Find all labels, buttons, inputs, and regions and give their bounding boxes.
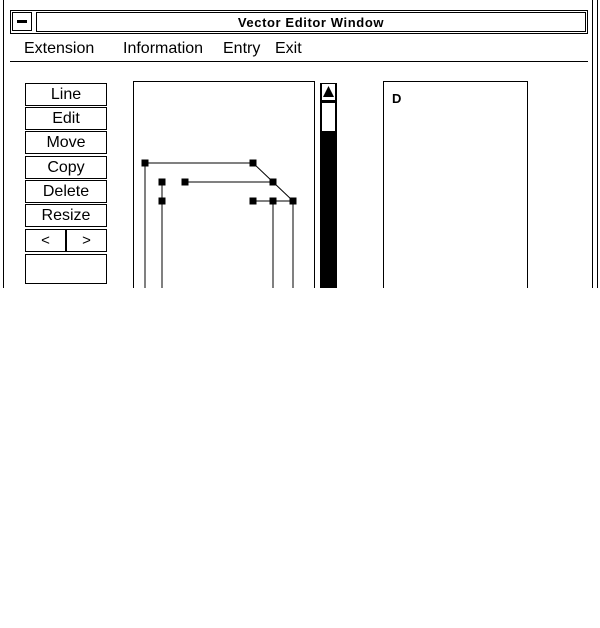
system-menu-button[interactable] bbox=[12, 12, 32, 31]
menu-exit[interactable]: Exit bbox=[275, 40, 302, 57]
minus-icon bbox=[17, 20, 27, 23]
vertex-handle bbox=[290, 198, 297, 205]
vertex-handle bbox=[142, 160, 149, 167]
screen-edge-right bbox=[597, 0, 598, 288]
line-button[interactable]: Line bbox=[25, 83, 107, 106]
vector-editor-window bbox=[0, 0, 600, 288]
preview-panel bbox=[383, 81, 528, 288]
menu-information[interactable]: Information bbox=[123, 40, 204, 57]
vertex-handle bbox=[270, 198, 277, 205]
vertex-handle bbox=[270, 179, 277, 186]
vertex-handle bbox=[159, 198, 166, 205]
previous-button[interactable]: < bbox=[25, 229, 66, 252]
vertex-handle bbox=[250, 160, 257, 167]
delete-button[interactable]: Delete bbox=[25, 180, 107, 203]
vector-drawing bbox=[133, 81, 315, 288]
window-title: Vector Editor Window bbox=[237, 15, 385, 30]
scroll-up-button[interactable] bbox=[322, 84, 335, 100]
vertex-handle bbox=[250, 198, 257, 205]
edit-button[interactable]: Edit bbox=[25, 107, 107, 130]
title-area[interactable] bbox=[36, 12, 586, 32]
menu-entry[interactable]: Entry bbox=[223, 40, 261, 57]
drawing-canvas[interactable] bbox=[133, 81, 315, 288]
copy-button[interactable]: Copy bbox=[25, 156, 107, 179]
screen-edge-left bbox=[3, 0, 4, 288]
next-button[interactable]: > bbox=[66, 229, 107, 252]
resize-button[interactable]: Resize bbox=[25, 204, 107, 227]
scroll-thumb[interactable] bbox=[322, 103, 335, 131]
value-field[interactable] bbox=[25, 254, 107, 284]
window-frame-right bbox=[592, 0, 593, 288]
menu-extension[interactable]: Extension bbox=[24, 40, 95, 57]
triangle-up-icon bbox=[322, 84, 335, 100]
vertex-handle bbox=[182, 179, 189, 186]
preview-label: D bbox=[392, 91, 402, 106]
move-button[interactable]: Move bbox=[25, 131, 107, 154]
vertex-handle bbox=[159, 179, 166, 186]
